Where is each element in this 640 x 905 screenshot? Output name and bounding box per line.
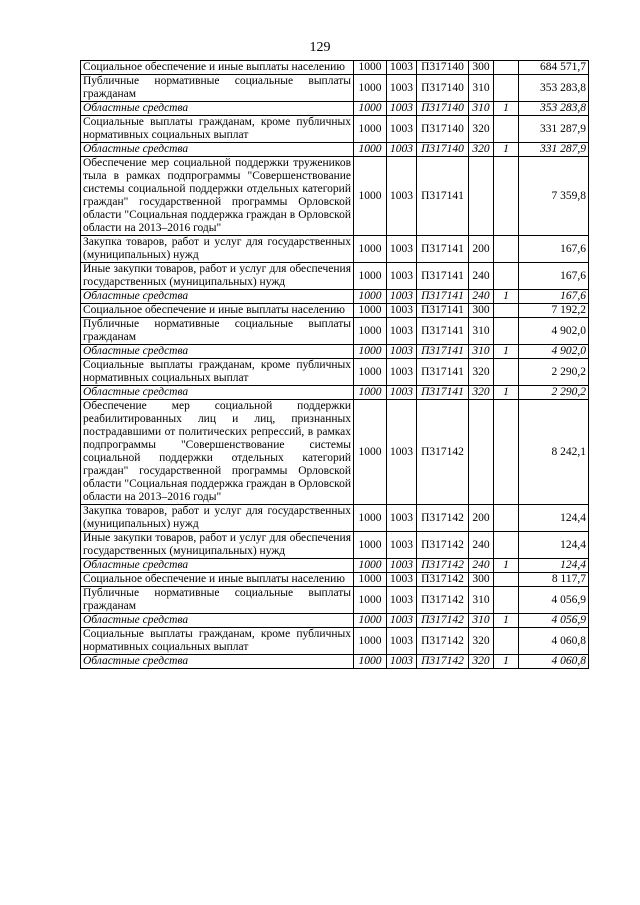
subsection-code-cell: 1003: [387, 61, 417, 75]
subsection-code-cell: 1003: [387, 75, 417, 102]
row-name-cell: Публичные нормативные социальные выплаты гражданам: [81, 318, 354, 345]
amount-cell: 124,4: [519, 532, 589, 559]
section-code-cell: 1000: [354, 75, 387, 102]
section-code-cell: 1000: [354, 505, 387, 532]
row-name-cell: Социальные выплаты гражданам, кроме публичных нормативных социальных выплат: [81, 628, 354, 655]
amount-cell: 331 287,9: [519, 143, 589, 157]
target-code-cell: П317141: [417, 345, 469, 359]
section-code-cell: 1000: [354, 263, 387, 290]
row-name-cell: Закупка товаров, работ и услуг для государственных (муниципальных) нужд: [81, 236, 354, 263]
target-code-cell: П317141: [417, 263, 469, 290]
table-row: [81, 628, 589, 655]
funding-source-cell: 1: [494, 290, 519, 304]
row-name-cell: Областные средства: [81, 559, 354, 573]
table-row: [81, 386, 589, 400]
row-name-cell: Социальные выплаты гражданам, кроме публичных нормативных социальных выплат: [81, 359, 354, 386]
amount-cell: 4 902,0: [519, 345, 589, 359]
subsection-code-cell: 1003: [387, 304, 417, 318]
table-row: [81, 304, 589, 318]
table-row: [81, 573, 589, 587]
funding-source-cell: 1: [494, 559, 519, 573]
section-code-cell: 1000: [354, 61, 387, 75]
subsection-code-cell: 1003: [387, 345, 417, 359]
funding-source-cell: [494, 628, 519, 655]
funding-source-cell: [494, 263, 519, 290]
expense-type-cell: 300: [469, 61, 494, 75]
table-row: [81, 614, 589, 628]
row-name-cell: Иные закупки товаров, работ и услуг для обеспечения государственных (муниципальных) нужд: [81, 532, 354, 559]
target-code-cell: П317141: [417, 157, 469, 236]
section-code-cell: 1000: [354, 359, 387, 386]
amount-cell: 4 056,9: [519, 587, 589, 614]
expense-type-cell: 310: [469, 345, 494, 359]
row-name-cell: Закупка товаров, работ и услуг для государственных (муниципальных) нужд: [81, 505, 354, 532]
subsection-code-cell: 1003: [387, 116, 417, 143]
funding-source-cell: 1: [494, 102, 519, 116]
row-name-cell: Областные средства: [81, 102, 354, 116]
row-name-cell: Областные средства: [81, 143, 354, 157]
subsection-code-cell: 1003: [387, 573, 417, 587]
subsection-code-cell: 1003: [387, 655, 417, 669]
amount-cell: 331 287,9: [519, 116, 589, 143]
section-code-cell: 1000: [354, 236, 387, 263]
page-number: 129: [309, 40, 331, 55]
funding-source-cell: 1: [494, 655, 519, 669]
budget-table-body: [81, 61, 589, 669]
table-row: [81, 143, 589, 157]
expense-type-cell: 200: [469, 236, 494, 263]
target-code-cell: П317142: [417, 614, 469, 628]
amount-cell: 167,6: [519, 236, 589, 263]
amount-cell: 167,6: [519, 263, 589, 290]
table-row: [81, 532, 589, 559]
section-code-cell: 1000: [354, 573, 387, 587]
amount-cell: 7 359,8: [519, 157, 589, 236]
row-name-cell: Обеспечение мер социальной поддержки реабилитированных лиц и лиц, признанных пострадавшими от политических репрессий, в рамках подпрограммы "Совершенствование системы социальной поддержки отдельных категорий граждан" государственной программы Орловской области "Социальная поддержка граждан в Орловской области на 2013–2016 годы": [81, 400, 354, 505]
funding-source-cell: [494, 587, 519, 614]
expense-type-cell: [469, 400, 494, 505]
target-code-cell: П317141: [417, 386, 469, 400]
target-code-cell: П317141: [417, 290, 469, 304]
expense-type-cell: 320: [469, 628, 494, 655]
amount-cell: 7 192,2: [519, 304, 589, 318]
section-code-cell: 1000: [354, 304, 387, 318]
subsection-code-cell: 1003: [387, 318, 417, 345]
subsection-code-cell: 1003: [387, 102, 417, 116]
expense-type-cell: 200: [469, 505, 494, 532]
subsection-code-cell: 1003: [387, 359, 417, 386]
row-name-cell: Областные средства: [81, 386, 354, 400]
funding-source-cell: 1: [494, 386, 519, 400]
section-code-cell: 1000: [354, 628, 387, 655]
funding-source-cell: [494, 505, 519, 532]
amount-cell: 353 283,8: [519, 102, 589, 116]
amount-cell: 8 117,7: [519, 573, 589, 587]
amount-cell: 2 290,2: [519, 359, 589, 386]
row-name-cell: Обеспечение мер социальной поддержки тружеников тыла в рамках подпрограммы "Совершенствование системы социальной поддержки отдельных категорий граждан" государственной программы Орловской области "Социальная поддержка граждан в Орловской области на 2013–2016 годы": [81, 157, 354, 236]
table-row: [81, 587, 589, 614]
amount-cell: 4 056,9: [519, 614, 589, 628]
subsection-code-cell: 1003: [387, 386, 417, 400]
subsection-code-cell: 1003: [387, 505, 417, 532]
section-code-cell: 1000: [354, 532, 387, 559]
amount-cell: 124,4: [519, 505, 589, 532]
amount-cell: 2 290,2: [519, 386, 589, 400]
amount-cell: 8 242,1: [519, 400, 589, 505]
expense-type-cell: 310: [469, 587, 494, 614]
target-code-cell: П317142: [417, 655, 469, 669]
table-row: [81, 75, 589, 102]
row-name-cell: Публичные нормативные социальные выплаты гражданам: [81, 587, 354, 614]
expense-type-cell: 240: [469, 532, 494, 559]
funding-source-cell: [494, 400, 519, 505]
section-code-cell: 1000: [354, 345, 387, 359]
section-code-cell: 1000: [354, 157, 387, 236]
target-code-cell: П317142: [417, 532, 469, 559]
table-row: [81, 345, 589, 359]
table-row: [81, 290, 589, 304]
funding-source-cell: 1: [494, 614, 519, 628]
section-code-cell: 1000: [354, 559, 387, 573]
funding-source-cell: [494, 61, 519, 75]
row-name-cell: Иные закупки товаров, работ и услуг для обеспечения государственных (муниципальных) нужд: [81, 263, 354, 290]
section-code-cell: 1000: [354, 116, 387, 143]
target-code-cell: П317141: [417, 236, 469, 263]
section-code-cell: 1000: [354, 587, 387, 614]
subsection-code-cell: 1003: [387, 559, 417, 573]
target-code-cell: П317141: [417, 304, 469, 318]
row-name-cell: Публичные нормативные социальные выплаты гражданам: [81, 75, 354, 102]
target-code-cell: П317142: [417, 559, 469, 573]
expense-type-cell: 310: [469, 614, 494, 628]
expense-type-cell: 320: [469, 386, 494, 400]
funding-source-cell: 1: [494, 345, 519, 359]
subsection-code-cell: 1003: [387, 628, 417, 655]
target-code-cell: П317140: [417, 75, 469, 102]
subsection-code-cell: 1003: [387, 290, 417, 304]
expense-type-cell: 240: [469, 290, 494, 304]
amount-cell: 4 060,8: [519, 655, 589, 669]
subsection-code-cell: 1003: [387, 587, 417, 614]
funding-source-cell: [494, 304, 519, 318]
target-code-cell: П317141: [417, 318, 469, 345]
table-row: [81, 116, 589, 143]
target-code-cell: П317142: [417, 587, 469, 614]
funding-source-cell: [494, 157, 519, 236]
expense-type-cell: 300: [469, 304, 494, 318]
section-code-cell: 1000: [354, 290, 387, 304]
amount-cell: 4 902,0: [519, 318, 589, 345]
row-name-cell: Социальное обеспечение и иные выплаты населению: [81, 573, 354, 587]
funding-source-cell: [494, 318, 519, 345]
expense-type-cell: 320: [469, 116, 494, 143]
row-name-cell: Социальное обеспечение и иные выплаты населению: [81, 61, 354, 75]
table-row: [81, 359, 589, 386]
section-code-cell: 1000: [354, 318, 387, 345]
funding-source-cell: [494, 116, 519, 143]
table-row: [81, 157, 589, 236]
section-code-cell: 1000: [354, 655, 387, 669]
amount-cell: 167,6: [519, 290, 589, 304]
expense-type-cell: 310: [469, 102, 494, 116]
table-row: [81, 61, 589, 75]
section-code-cell: 1000: [354, 102, 387, 116]
expense-type-cell: 310: [469, 75, 494, 102]
table-row: [81, 505, 589, 532]
row-name-cell: Областные средства: [81, 614, 354, 628]
table-row: [81, 559, 589, 573]
section-code-cell: 1000: [354, 400, 387, 505]
funding-source-cell: [494, 236, 519, 263]
expense-type-cell: 240: [469, 559, 494, 573]
subsection-code-cell: 1003: [387, 532, 417, 559]
funding-source-cell: 1: [494, 143, 519, 157]
table-row: [81, 236, 589, 263]
funding-source-cell: [494, 532, 519, 559]
subsection-code-cell: 1003: [387, 263, 417, 290]
target-code-cell: П317140: [417, 61, 469, 75]
funding-source-cell: [494, 573, 519, 587]
row-name-cell: Социальные выплаты гражданам, кроме публичных нормативных социальных выплат: [81, 116, 354, 143]
subsection-code-cell: 1003: [387, 157, 417, 236]
table-row: [81, 102, 589, 116]
target-code-cell: П317140: [417, 102, 469, 116]
table-row: [81, 318, 589, 345]
table-row: [81, 655, 589, 669]
expense-type-cell: 320: [469, 143, 494, 157]
target-code-cell: П317142: [417, 628, 469, 655]
row-name-cell: Областные средства: [81, 345, 354, 359]
subsection-code-cell: 1003: [387, 400, 417, 505]
row-name-cell: Областные средства: [81, 655, 354, 669]
amount-cell: 124,4: [519, 559, 589, 573]
subsection-code-cell: 1003: [387, 236, 417, 263]
table-row: [81, 400, 589, 505]
expense-type-cell: [469, 157, 494, 236]
target-code-cell: П317142: [417, 400, 469, 505]
amount-cell: 4 060,8: [519, 628, 589, 655]
expense-type-cell: 240: [469, 263, 494, 290]
subsection-code-cell: 1003: [387, 614, 417, 628]
target-code-cell: П317142: [417, 505, 469, 532]
target-code-cell: П317141: [417, 359, 469, 386]
amount-cell: 684 571,7: [519, 61, 589, 75]
section-code-cell: 1000: [354, 386, 387, 400]
budget-table: [80, 60, 589, 669]
row-name-cell: Областные средства: [81, 290, 354, 304]
amount-cell: 353 283,8: [519, 75, 589, 102]
expense-type-cell: 320: [469, 655, 494, 669]
table-row: [81, 263, 589, 290]
funding-source-cell: [494, 359, 519, 386]
target-code-cell: П317140: [417, 143, 469, 157]
row-name-cell: Социальное обеспечение и иные выплаты населению: [81, 304, 354, 318]
section-code-cell: 1000: [354, 143, 387, 157]
expense-type-cell: 300: [469, 573, 494, 587]
funding-source-cell: [494, 75, 519, 102]
target-code-cell: П317140: [417, 116, 469, 143]
expense-type-cell: 320: [469, 359, 494, 386]
expense-type-cell: 310: [469, 318, 494, 345]
target-code-cell: П317142: [417, 573, 469, 587]
section-code-cell: 1000: [354, 614, 387, 628]
subsection-code-cell: 1003: [387, 143, 417, 157]
